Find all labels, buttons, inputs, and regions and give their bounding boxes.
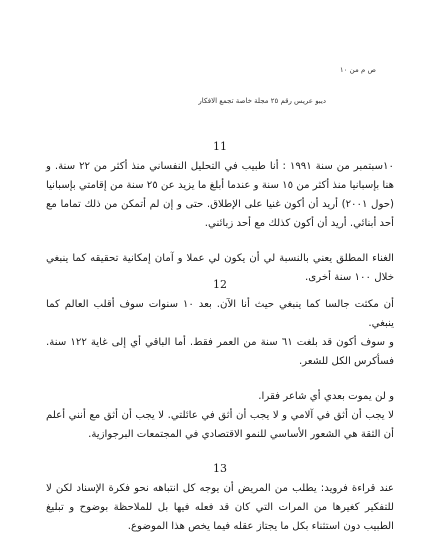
- section-number: 13: [213, 462, 227, 475]
- section-number: 11: [213, 140, 227, 153]
- running-header: ديبو عريس رقم ٢٥ مجلة خاصة تجمع الافكار: [198, 97, 326, 105]
- paragraph: أن مكثت جالسا كما ينبغي حيث أنا الآن. بعد ١٠ سنوات سوف أقلب العالم كما ينبغي.: [46, 299, 394, 329]
- paragraph: الغناء المطلق يعني بالنسبة لي أن يكون لي عملا و آمان إمكانية تحقيقه كما ينبغي خلال ١٠٠ سنة أخرى.: [46, 253, 394, 283]
- section-13: [46, 462, 394, 536]
- paragraph: و سوف أكون قد بلغت ٦١ سنة من العمر فقط. أما الباقي أي إلى غاية ١٢٢ سنة. فسأكرس الكل للشعر.: [46, 337, 394, 367]
- paragraph: و لن يموت بعدي أي شاعر فقرا.: [258, 391, 394, 402]
- section-11: [46, 140, 394, 287]
- paragraph: ١٠سبتمبر من سنة ١٩٩١ : أنا طبيب في التحليل النفساني منذ أكثر من ٢٢ سنة. و هنا بإسبانيا منذ أكثر من ١٥ سنة و عندما أبلغ ما يزيد عن ٢٥ سنة من إقامتي بإسبانيا (حول ٢٠٠١) أريد أن أكون غنيا على الإطلاق. حتى و إن لم أتمكن من ذلك تماما مع أحد أبنائي. أريد أن أكون كذلك مع أحد زبائني.: [46, 161, 394, 229]
- section-number: 12: [213, 278, 227, 291]
- paragraph: عند قراءة فرويد: يطلب من المريض أن يوجه كل انتباهه نحو فكرة الإسناد لكن لا للتفكير كغيرها من المرات التي كان قد فعله فيها بل للملاحظة بوضوح و تبليغ الطبيب دون استثناء بكل ما يجتاز عقله فيما يخص هذا الموضوع.: [46, 483, 394, 532]
- section-12: [46, 278, 394, 444]
- page-number: ص م من ١٠: [339, 66, 376, 74]
- paragraph: لا يجب أن أثق في آلامي و لا يجب أن أثق في عائلتي. لا يجب أن أثق مع أنني أعلم أن الثقة هي الشعور الأساسي للنمو الاقتصادي في المجتمعات البرجوازية.: [46, 410, 394, 440]
